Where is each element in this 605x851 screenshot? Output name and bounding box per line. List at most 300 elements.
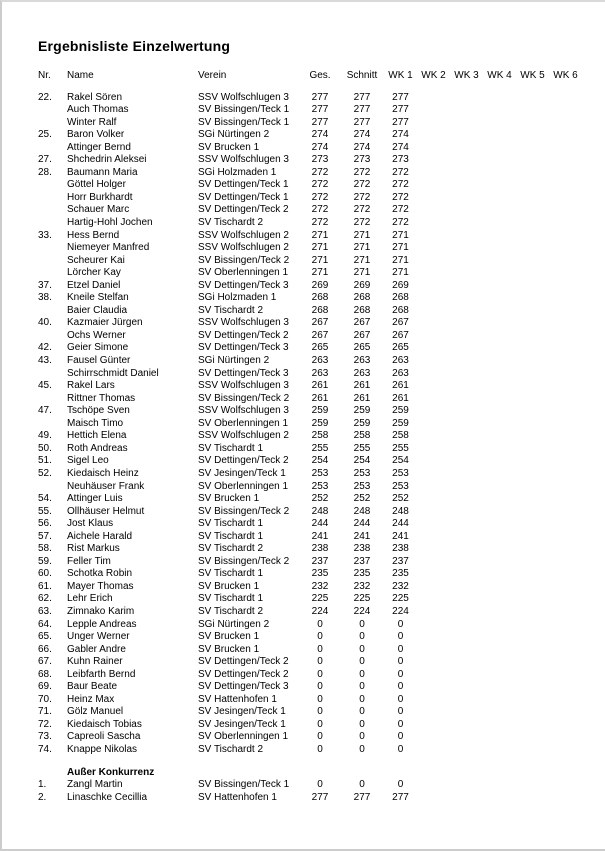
cell-nr: 27.: [38, 154, 52, 166]
cell-verein: SV Hattenhofen 1: [198, 693, 277, 705]
cell-schnitt: 252: [353, 493, 371, 505]
cell-wk1: 241: [392, 530, 409, 542]
cell-ges: 258: [311, 430, 329, 442]
cell-schnitt: 238: [353, 543, 371, 555]
cell-name: Kazmaier Jürgen: [67, 317, 143, 329]
cell-verein: SV Dettingen/Teck 2: [198, 204, 289, 216]
table-row: [38, 292, 605, 305]
cell-wk1: 0: [397, 693, 404, 705]
cell-ges: 0: [317, 618, 323, 630]
cell-schnitt: 277: [353, 116, 371, 128]
cell-name: Attinger Luis: [67, 493, 123, 505]
ausser-konkurrenz-body: [38, 779, 605, 804]
cell-name: Leibfarth Bernd: [67, 668, 136, 680]
cell-name: Kneile Stelfan: [67, 292, 129, 304]
cell-schnitt: 277: [353, 104, 371, 116]
table-row: [38, 656, 605, 669]
cell-name: Ochs Werner: [67, 329, 126, 341]
cell-schnitt: 263: [353, 367, 371, 379]
header-verein: Verein: [198, 70, 227, 81]
cell-wk1: 0: [397, 718, 404, 730]
cell-name: Kiedaisch Tobias: [67, 718, 142, 730]
cell-wk1: 0: [397, 631, 404, 643]
cell-schnitt: 253: [353, 480, 371, 492]
cell-wk1: 232: [392, 580, 409, 592]
cell-name: Rakel Lars: [67, 380, 115, 392]
cell-nr: 74.: [38, 743, 52, 755]
cell-schnitt: 258: [353, 430, 371, 442]
table-row: [38, 167, 605, 180]
cell-verein: SV Bissingen/Teck 1: [198, 779, 290, 791]
cell-schnitt: 274: [353, 141, 371, 153]
cell-schnitt: 0: [359, 656, 365, 668]
cell-wk1: 268: [392, 292, 409, 304]
header-wk2: WK 2: [421, 70, 446, 81]
cell-verein: SV Brucken 1: [198, 580, 260, 592]
cell-name: Baron Volker: [67, 129, 125, 141]
table-row: [38, 543, 605, 556]
table-row: [38, 593, 605, 606]
table-row: [38, 179, 605, 192]
table-row: [38, 694, 605, 707]
table-row: [38, 644, 605, 657]
cell-name: Auch Thomas: [67, 104, 129, 116]
table-row: [38, 368, 605, 381]
cell-verein: SV Dettingen/Teck 3: [198, 681, 289, 693]
table-row: [38, 230, 605, 243]
cell-wk1: 271: [392, 229, 409, 241]
cell-name: Lepple Andreas: [67, 618, 137, 630]
cell-wk1: 253: [392, 467, 409, 479]
cell-nr: 65.: [38, 631, 52, 643]
cell-name: Gabler Andre: [67, 643, 126, 655]
cell-wk1: 0: [397, 706, 404, 718]
cell-ges: 265: [311, 342, 329, 354]
cell-verein: SV Tischardt 1: [198, 518, 264, 530]
cell-schnitt: 241: [353, 530, 371, 542]
table-row: [38, 280, 605, 293]
cell-name: Aichele Harald: [67, 530, 133, 542]
cell-verein: SV Tischardt 1: [198, 530, 264, 542]
cell-schnitt: 273: [353, 154, 371, 166]
table-row: [38, 706, 605, 719]
cell-name: Schotka Robin: [67, 568, 133, 580]
cell-name: Zangl Martin: [67, 779, 123, 791]
header-wk6: WK 6: [553, 70, 578, 81]
cell-ges: 263: [311, 367, 329, 379]
cell-verein: SV Oberlenningen 1: [198, 731, 289, 743]
cell-ges: 0: [317, 779, 323, 791]
table-row: [38, 468, 605, 481]
cell-nr: 37.: [38, 279, 52, 291]
cell-ges: 272: [311, 191, 329, 203]
page-content: [2, 2, 605, 804]
page-title: Ergebnisliste Einzelwertung: [38, 38, 231, 54]
cell-name: Linaschke Cecillia: [67, 791, 148, 803]
cell-name: Maisch Timo: [67, 417, 124, 429]
cell-wk1: 0: [397, 618, 404, 630]
cell-name: Zimnako Karim: [67, 605, 135, 617]
cell-ges: 267: [311, 317, 329, 329]
cell-nr: 68.: [38, 668, 52, 680]
cell-schnitt: 271: [353, 267, 371, 279]
cell-wk1: 267: [392, 317, 409, 329]
cell-ges: 272: [311, 179, 329, 191]
cell-verein: SV Bissingen/Teck 2: [198, 505, 290, 517]
cell-name: Geier Simone: [67, 342, 129, 354]
cell-ges: 248: [311, 505, 329, 517]
cell-ges: 238: [311, 543, 329, 555]
table-header-row: [38, 70, 605, 83]
cell-ges: 261: [311, 392, 329, 404]
cell-ges: 277: [311, 791, 329, 803]
cell-name: Roth Andreas: [67, 442, 128, 454]
cell-nr: 61.: [38, 580, 52, 592]
cell-ges: 235: [311, 568, 329, 580]
cell-wk1: 0: [397, 779, 404, 791]
cell-ges: 259: [311, 417, 329, 429]
cell-schnitt: 267: [353, 317, 371, 329]
cell-ges: 0: [317, 656, 323, 668]
cell-verein: SV Jesingen/Teck 1: [198, 467, 286, 479]
cell-nr: 52.: [38, 467, 52, 479]
cell-schnitt: 271: [353, 254, 371, 266]
cell-name: Capreoli Sascha: [67, 731, 141, 743]
cell-wk1: 277: [392, 91, 409, 103]
cell-wk1: 272: [392, 179, 409, 191]
cell-schnitt: 0: [359, 718, 365, 730]
cell-name: Knappe Nikolas: [67, 743, 138, 755]
header-wk3: WK 3: [454, 70, 479, 81]
cell-verein: SV Tischardt 1: [198, 442, 264, 454]
cell-ges: 263: [311, 355, 329, 367]
cell-verein: SV Bissingen/Teck 2: [198, 254, 290, 266]
cell-nr: 70.: [38, 693, 52, 705]
cell-verein: SV Dettingen/Teck 2: [198, 455, 289, 467]
cell-nr: 63.: [38, 605, 52, 617]
cell-name: Niemeyer Manfred: [67, 242, 150, 254]
cell-wk1: 277: [392, 104, 409, 116]
cell-verein: SV Dettingen/Teck 1: [198, 191, 289, 203]
cell-verein: SSV Wolfschlugen 3: [198, 154, 289, 166]
table-row: [38, 556, 605, 569]
cell-ges: 274: [311, 141, 329, 153]
cell-verein: SV Jesingen/Teck 1: [198, 718, 286, 730]
ausser-konkurrenz-title: Außer Konkurrenz: [67, 766, 155, 778]
cell-name: Jost Klaus: [67, 518, 114, 530]
cell-ges: 272: [311, 166, 329, 178]
cell-wk1: 0: [397, 681, 404, 693]
cell-wk1: 277: [392, 116, 409, 128]
cell-schnitt: 268: [353, 292, 371, 304]
cell-nr: 57.: [38, 530, 52, 542]
cell-verein: SV Tischardt 2: [198, 543, 264, 555]
cell-nr: 38.: [38, 292, 52, 304]
cell-verein: SSV Wolfschlugen 3: [198, 317, 289, 329]
cell-ges: 271: [311, 242, 329, 254]
cell-schnitt: 248: [353, 505, 371, 517]
cell-wk1: 253: [392, 480, 409, 492]
table-row: [38, 305, 605, 318]
cell-verein: SV Tischardt 2: [198, 743, 264, 755]
cell-wk1: 267: [392, 329, 409, 341]
cell-name: Hess Bernd: [67, 229, 120, 241]
cell-schnitt: 237: [353, 555, 371, 567]
cell-ges: 272: [311, 217, 329, 229]
cell-verein: SV Oberlenningen 1: [198, 267, 289, 279]
cell-ges: 241: [311, 530, 329, 542]
cell-ges: 0: [317, 631, 323, 643]
cell-schnitt: 272: [353, 191, 371, 203]
cell-schnitt: 235: [353, 568, 371, 580]
cell-nr: 43.: [38, 355, 52, 367]
cell-verein: SGi Nürtingen 2: [198, 355, 270, 367]
cell-schnitt: 259: [353, 405, 371, 417]
cell-schnitt: 271: [353, 242, 371, 254]
table-row: [38, 142, 605, 155]
cell-nr: 58.: [38, 543, 52, 555]
cell-schnitt: 0: [359, 743, 365, 755]
cell-verein: SV Dettingen/Teck 3: [198, 367, 289, 379]
cell-verein: SV Hattenhofen 1: [198, 791, 277, 803]
cell-wk1: 258: [392, 430, 409, 442]
cell-ges: 0: [317, 693, 323, 705]
cell-name: Horr Burkhardt: [67, 191, 133, 203]
cell-name: Heinz Max: [67, 693, 115, 705]
cell-name: Baier Claudia: [67, 304, 128, 316]
cell-schnitt: 261: [353, 392, 371, 404]
cell-name: Neuhäuser Frank: [67, 480, 145, 492]
cell-verein: SV Tischardt 2: [198, 217, 264, 229]
cell-wk1: 252: [392, 493, 409, 505]
cell-name: Attinger Bernd: [67, 141, 131, 153]
cell-ges: 224: [311, 605, 329, 617]
cell-nr: 47.: [38, 405, 52, 417]
cell-ges: 0: [317, 668, 323, 680]
cell-ges: 259: [311, 405, 329, 417]
cell-verein: SV Jesingen/Teck 1: [198, 706, 286, 718]
cell-ges: 268: [311, 292, 329, 304]
cell-schnitt: 259: [353, 417, 371, 429]
table-row: [38, 393, 605, 406]
cell-nr: 56.: [38, 518, 52, 530]
table-row: [38, 455, 605, 468]
table-row: [38, 217, 605, 230]
cell-nr: 64.: [38, 618, 52, 630]
cell-schnitt: 272: [353, 179, 371, 191]
cell-verein: SSV Wolfschlugen 3: [198, 405, 289, 417]
cell-verein: SV Dettingen/Teck 2: [198, 329, 289, 341]
cell-wk1: 274: [392, 129, 409, 141]
cell-name: Fausel Günter: [67, 355, 131, 367]
cell-ges: 271: [311, 254, 329, 266]
cell-wk1: 269: [392, 279, 409, 291]
cell-ges: 255: [311, 442, 329, 454]
table-row: [38, 568, 605, 581]
cell-schnitt: 0: [359, 693, 365, 705]
cell-verein: SSV Wolfschlugen 3: [198, 380, 289, 392]
ausser-konkurrenz-row: [38, 767, 605, 780]
cell-wk1: 259: [392, 417, 409, 429]
ak-table-row: [38, 792, 605, 805]
table-row: [38, 192, 605, 205]
cell-schnitt: 0: [359, 681, 365, 693]
table-row: [38, 330, 605, 343]
cell-name: Winter Ralf: [67, 116, 117, 128]
cell-name: Unger Werner: [67, 631, 130, 643]
cell-schnitt: 261: [353, 380, 371, 392]
cell-ges: 271: [311, 267, 329, 279]
cell-wk1: 274: [392, 141, 409, 153]
cell-nr: 45.: [38, 380, 52, 392]
cell-wk1: 0: [397, 643, 404, 655]
cell-nr: 59.: [38, 555, 52, 567]
cell-wk1: 238: [392, 543, 409, 555]
cell-ges: 244: [311, 518, 329, 530]
table-row: [38, 405, 605, 418]
cell-verein: SV Bissingen/Teck 2: [198, 555, 290, 567]
cell-ges: 273: [311, 154, 329, 166]
section-gap: [38, 757, 605, 767]
cell-schnitt: 0: [359, 631, 365, 643]
table-row: [38, 104, 605, 117]
table-row: [38, 719, 605, 732]
cell-nr: 50.: [38, 442, 52, 454]
cell-wk1: 0: [397, 743, 404, 755]
cell-wk1: 265: [392, 342, 409, 354]
cell-schnitt: 0: [359, 706, 365, 718]
cell-verein: SSV Wolfschlugen 2: [198, 430, 289, 442]
cell-schnitt: 277: [353, 91, 371, 103]
header-wk1: WK 1: [388, 70, 413, 81]
cell-verein: SV Dettingen/Teck 2: [198, 668, 289, 680]
table-row: [38, 255, 605, 268]
cell-ges: 277: [311, 91, 329, 103]
cell-ges: 254: [311, 455, 329, 467]
table-row: [38, 731, 605, 744]
table-row: [38, 355, 605, 368]
cell-schnitt: 277: [353, 791, 371, 803]
cell-name: Baur Beate: [67, 681, 118, 693]
cell-verein: SV Brucken 1: [198, 493, 260, 505]
cell-verein: SGi Nürtingen 2: [198, 618, 270, 630]
table-row: [38, 631, 605, 644]
cell-name: Rist Markus: [67, 543, 120, 555]
cell-wk1: 272: [392, 191, 409, 203]
cell-ges: 0: [317, 731, 323, 743]
table-row: [38, 681, 605, 694]
cell-schnitt: 224: [353, 605, 371, 617]
cell-name: Schauer Marc: [67, 204, 130, 216]
cell-ges: 253: [311, 467, 329, 479]
cell-nr: 51.: [38, 455, 52, 467]
cell-name: Rakel Sören: [67, 91, 123, 103]
cell-wk1: 255: [392, 442, 409, 454]
cell-nr: 40.: [38, 317, 52, 329]
table-row: [38, 154, 605, 167]
cell-wk1: 237: [392, 555, 409, 567]
table-row: [38, 342, 605, 355]
cell-schnitt: 0: [359, 643, 365, 655]
cell-verein: SV Dettingen/Teck 3: [198, 279, 289, 291]
cell-ges: 274: [311, 129, 329, 141]
cell-verein: SV Tischardt 1: [198, 568, 264, 580]
table-row: [38, 481, 605, 494]
cell-wk1: 263: [392, 355, 409, 367]
cell-name: Scheurer Kai: [67, 254, 125, 266]
cell-ges: 277: [311, 116, 329, 128]
cell-schnitt: 225: [353, 593, 371, 605]
cell-ges: 277: [311, 104, 329, 116]
cell-wk1: 0: [397, 731, 404, 743]
table-row: [38, 242, 605, 255]
cell-name: Lehr Erich: [67, 593, 113, 605]
cell-ges: 272: [311, 204, 329, 216]
cell-wk1: 271: [392, 254, 409, 266]
cell-name: Ollhäuser Helmut: [67, 505, 145, 517]
header-schnitt: Schnitt: [346, 70, 378, 81]
cell-verein: SV Oberlenningen 1: [198, 480, 289, 492]
cell-ges: 253: [311, 480, 329, 492]
cell-name: Rittner Thomas: [67, 392, 136, 404]
cell-schnitt: 265: [353, 342, 371, 354]
cell-wk1: 271: [392, 242, 409, 254]
results-table-body: [38, 92, 605, 757]
cell-schnitt: 232: [353, 580, 371, 592]
cell-wk1: 0: [397, 668, 404, 680]
table-row: [38, 506, 605, 519]
table-row: [38, 443, 605, 456]
cell-ges: 271: [311, 229, 329, 241]
cell-name: Tschöpe Sven: [67, 405, 130, 417]
cell-schnitt: 269: [353, 279, 371, 291]
cell-verein: SV Dettingen/Teck 3: [198, 342, 289, 354]
cell-name: Gölz Manuel: [67, 706, 124, 718]
cell-wk1: 271: [392, 267, 409, 279]
cell-schnitt: 263: [353, 355, 371, 367]
table-row: [38, 581, 605, 594]
cell-verein: SV Brucken 1: [198, 643, 260, 655]
cell-ges: 237: [311, 555, 329, 567]
cell-nr: 62.: [38, 593, 52, 605]
cell-ges: 225: [311, 593, 329, 605]
cell-verein: SV Bissingen/Teck 1: [198, 104, 290, 116]
cell-nr: 25.: [38, 129, 52, 141]
cell-schnitt: 0: [359, 731, 365, 743]
cell-nr: 72.: [38, 718, 52, 730]
cell-name: Shchedrin Aleksei: [67, 154, 147, 166]
cell-nr: 55.: [38, 505, 52, 517]
cell-name: Kiedaisch Heinz: [67, 467, 139, 479]
cell-wk1: 0: [397, 656, 404, 668]
cell-schnitt: 0: [359, 618, 365, 630]
cell-name: Hartig-Hohl Jochen: [67, 217, 153, 229]
cell-name: Etzel Daniel: [67, 279, 121, 291]
cell-schnitt: 272: [353, 217, 371, 229]
cell-wk1: 261: [392, 392, 409, 404]
cell-nr: 33.: [38, 229, 52, 241]
cell-nr: 49.: [38, 430, 52, 442]
cell-verein: SV Tischardt 2: [198, 605, 264, 617]
cell-schnitt: 0: [359, 668, 365, 680]
cell-schnitt: 255: [353, 442, 371, 454]
cell-ges: 252: [311, 493, 329, 505]
cell-nr: 73.: [38, 731, 52, 743]
cell-nr: 2.: [38, 791, 47, 803]
table-row: [38, 531, 605, 544]
cell-nr: 1.: [38, 779, 47, 791]
cell-verein: SGi Holzmaden 1: [198, 292, 277, 304]
